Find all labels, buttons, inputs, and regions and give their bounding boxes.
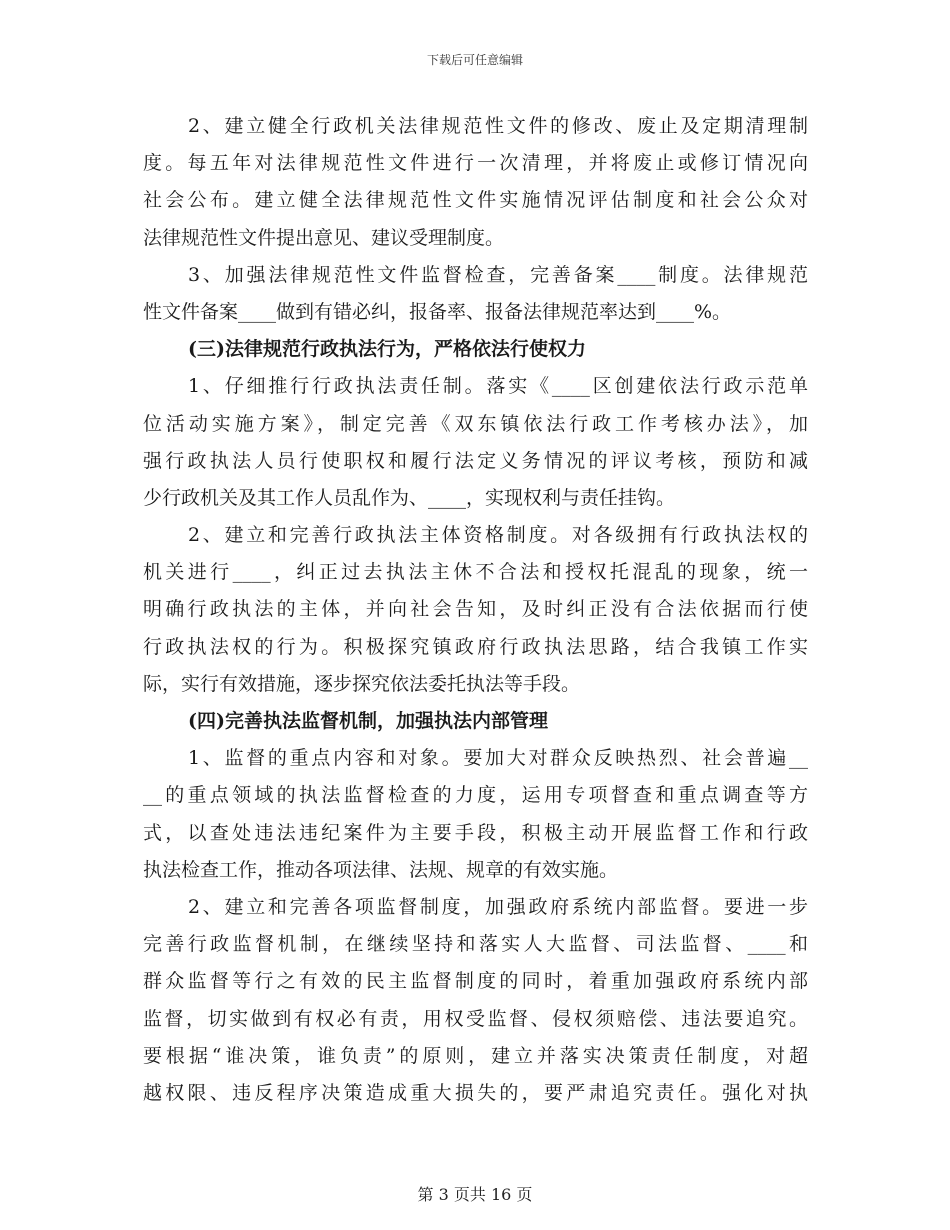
paragraph-line: 行政执法权的行为。积极探究镇政府行政执法思路，结合我镇工作实	[143, 635, 808, 658]
paragraph-line: 3、加强法律规范性文件监督检查，完善备案____制度。法律规范	[188, 263, 808, 286]
paragraph-line: 1、监督的重点内容和对象。要加大对群众反映热烈、社会普遍__	[188, 747, 808, 770]
paragraph-line: 执法检查工作，推动各项法律、法规、规章的有效实施。	[143, 858, 619, 881]
section-heading: (四)完善执法监督机制，加强执法内部管理	[188, 710, 548, 732]
paragraph-line: 位活动实施方案》，制定完善《双东镇依法行政工作考核办法》，加	[143, 412, 808, 435]
paragraph-line: 法律规范性文件提出意见、建议受理制度。	[143, 226, 505, 249]
page-header: 下载后可任意编辑	[426, 53, 523, 67]
paragraph-line: 2、建立和完善各项监督制度，加强政府系统内部监督。要进一步	[188, 895, 808, 918]
paragraph-line: 性文件备案____做到有错必纠，报备率、报备法律规范率达到____%。	[143, 300, 732, 323]
section-heading: (三)法律规范行政执法行为，严格依法行使权力	[188, 338, 586, 361]
paragraph-line: 要根据“谁决策，谁负责”的原则，建立并落实决策责任制度，对超	[143, 1044, 808, 1067]
paragraph-line: 际，实行有效措施，逐步探究依法委托执法等手段。	[143, 672, 581, 695]
paragraph-line: 强行政执法人员行使职权和履行法定义务情况的评议考核，预防和减	[143, 449, 808, 472]
paragraph-line: 群众监督等行之有效的民主监督制度的同时，着重加强政府系统内部	[143, 970, 808, 993]
paragraph-line: 明确行政执法的主体，并向社会告知，及时纠正没有合法依据而行使	[143, 598, 808, 621]
paragraph-line: 监督，切实做到有权必有责，用权受监督、侵权须赔偿、违法要追究。	[143, 1007, 808, 1030]
paragraph-line: 1、仔细推行行政执法责任制。落实《____区创建依法行政示范单	[188, 375, 808, 398]
paragraph-line: 完善行政监督机制，在继续坚持和落实人大监督、司法监督、____和	[143, 933, 808, 956]
document-body	[143, 108, 808, 1112]
paragraph-line: __的重点领域的执法监督检查的力度，运用专项督查和重点调查等方	[143, 784, 808, 807]
paragraph-line: 社会公布。建立健全法律规范性文件实施情况评估制度和社会公众对	[143, 189, 808, 212]
paragraph-line: 式，以查处违法违纪案件为主要手段，积极主动开展监督工作和行政	[143, 821, 808, 844]
paragraph-line: 度。每五年对法律规范性文件进行一次清理，并将废止或修订情况向	[143, 152, 808, 175]
paragraph-line: 越权限、违反程序决策造成重大损失的，要严肃追究责任。强化对执	[143, 1081, 808, 1104]
paragraph-line: 2、建立健全行政机关法律规范性文件的修改、废止及定期清理制	[188, 115, 808, 137]
paragraph-line: 机关进行____，纠正过去执法主休不合法和授权托混乱的现象，统一	[143, 561, 808, 584]
paragraph-line: 少行政机关及其工作人员乱作为、____，实现权利与责任挂钩。	[143, 486, 676, 509]
page-number: 第 3 页共 16 页	[417, 1185, 533, 1204]
paragraph-line: 2、建立和完善行政执法主体资格制度。对各级拥有行政执法权的	[188, 524, 808, 547]
